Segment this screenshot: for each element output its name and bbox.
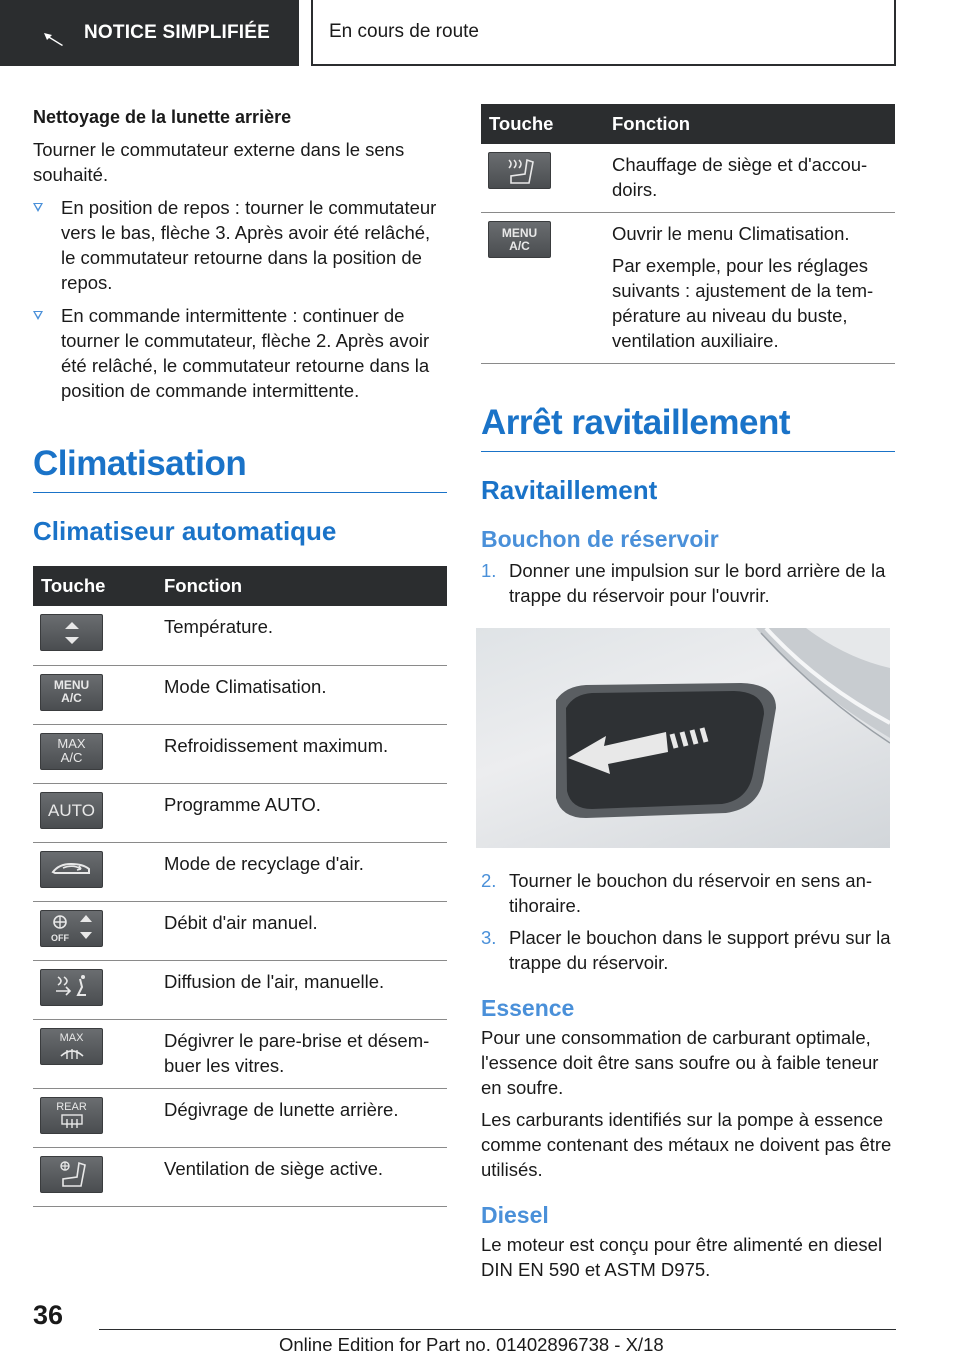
list-item: 1. Donner une impulsion sur le bord arrière de la trappe du réservoir pour l'ouvrir. [481,560,886,606]
section-label: NOTICE SIMPLIFIÉE [84,22,271,43]
refuel-subheading: Ravitaillement [481,475,658,505]
page-number: 36 [33,1300,64,1330]
temperature-arrows-icon [40,614,103,651]
arrow-logo-icon [44,31,64,53]
fuel-cap-steps [481,558,895,608]
function-text: Dégivrer le pare-brise et désembuer les vitres. [156,1019,447,1088]
table-row [481,144,895,213]
fan-off-icon [40,910,103,947]
air-distribution-icon [40,969,103,1006]
fuel-cap-steps-2 [481,868,895,975]
wiper-title: Nettoyage de la lunette arrière [33,107,292,127]
function-text: Dégivrage de lunette arrière. [156,1088,447,1147]
recirculation-icon [40,851,103,888]
table-row [33,724,447,783]
bullet-triangle-icon [33,311,43,320]
left-column [33,104,447,1207]
petrol-heading: Essence [481,995,575,1021]
footer-divider [99,1329,896,1330]
col-header-function: Fonction [604,104,895,144]
seat-ventilation-icon [40,1156,103,1193]
table-row [33,960,447,1019]
function-text: Débit d'air manuel. [156,901,447,960]
max-ac-icon: MAX A/C [40,733,103,770]
auto-ac-heading: Climatiseur automatique [33,516,337,546]
function-text: Diffusion de l'air, manuelle. [156,960,447,1019]
function-text: Mode Climatisation. [156,665,447,724]
fuel-cap-heading: Bouchon de réservoir [481,526,719,552]
table-row [33,783,447,842]
list-item: En position de repos : tourner le commutateur vers le bas, flèche 3. Après avoir été relâché, le commutateur retourne dans la position de repos. [33,195,447,295]
petrol-text-1: Pour une consommation de carburant optimale, l'essence doit être sans soufre ou à faible teneur en soufre. [481,1027,879,1098]
climate-heading: Climatisation [33,442,447,493]
table-row [33,1088,447,1147]
petrol-text-2: Les carburants identifiés sur la pompe à essence comme contenant des métaux ne doivent pas être utilisés. [481,1109,892,1180]
table-row [33,901,447,960]
menu-ac-icon: MENU A/C [40,674,103,711]
col-header-key: Touche [481,104,604,144]
function-text: Programme AUTO. [156,783,447,842]
list-item: En commande intermittente : continuer de tourner le commutateur, flèche 2. Après avoir été relâché, le commutateur retourne dans la position de commande intermittente. [33,303,447,403]
function-text: Chauffage de siège et d'accoudoirs. [604,144,895,213]
fuel-flap-photo [476,628,890,848]
function-text: Ventilation de siège active. [156,1147,447,1206]
max-defrost-icon: MAX [40,1028,103,1065]
menu-ac-icon: MENU A/C [488,221,551,258]
function-text: Mode de recyclage d'air. [156,842,447,901]
seat-heating-icon [488,152,551,189]
refuel-heading: Arrêt ravitaillement [481,401,895,452]
chapter-label: En cours de route [311,0,896,66]
table-row [33,842,447,901]
list-item: 2. Tourner le bouchon du réservoir en sens antihoraire. [481,870,873,916]
table-row [33,1147,447,1206]
wiper-bullets [33,195,447,403]
table-row [481,213,895,364]
header-section-tab [0,0,299,66]
diesel-heading: Diesel [481,1202,549,1228]
function-text: Ouvrir le menu Climatisation. Par exemple, pour les réglages suivants : ajustement de la température au niveau du buste, ventilation auxiliaire. [604,213,895,364]
function-text: Température. [156,606,447,665]
col-header-function: Fonction [156,566,447,606]
svg-text:OFF: OFF [50,933,69,943]
function-text: Refroidissement maximum. [156,724,447,783]
col-header-key: Touche [33,566,156,606]
climate-keys-table-cont [481,104,895,364]
right-column [481,104,895,1282]
wiper-intro: Tourner le commutateur externe dans le sens souhaité. [33,139,405,185]
list-item: 3. Placer le bouchon dans le support prévu sur la trappe du réservoir. [481,927,891,973]
climate-keys-table [33,566,447,1207]
rear-defrost-icon: REAR [40,1097,103,1134]
bullet-triangle-icon [33,203,43,212]
diesel-text: Le moteur est conçu pour être alimenté en diesel DIN EN 590 et ASTM D975. [481,1234,883,1280]
table-row [33,665,447,724]
edition-info: Online Edition for Part no. 01402896738 - X/18 [279,1334,664,1355]
auto-icon: AUTO [40,792,103,829]
table-row [33,1019,447,1088]
table-row [33,606,447,665]
